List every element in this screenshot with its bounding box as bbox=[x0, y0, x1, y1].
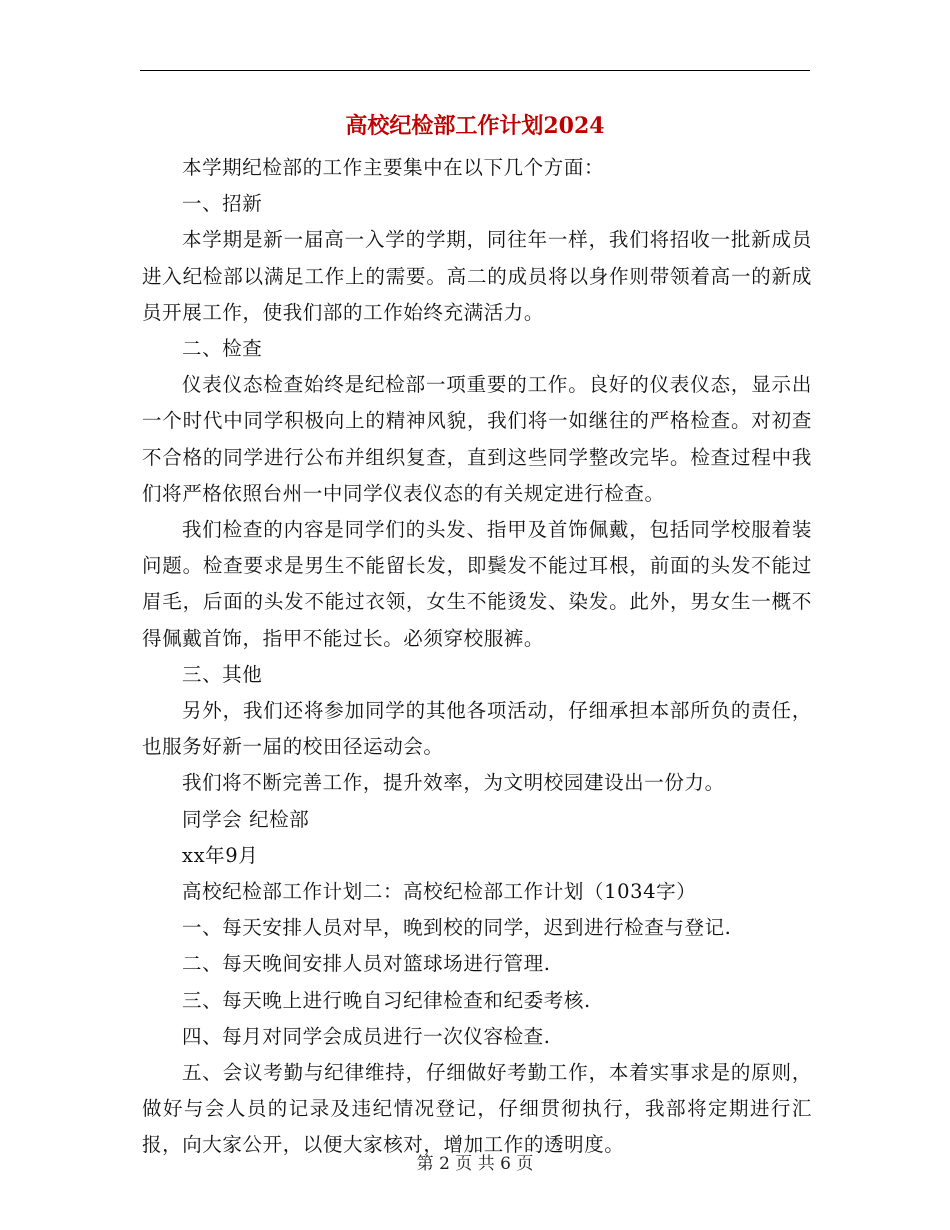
document-body bbox=[142, 150, 812, 1164]
document-title: 高校纪检部工作计划2024 bbox=[345, 113, 605, 139]
plan-item-4: 四、每月对同学会成员进行一次仪容检查. bbox=[181, 1024, 551, 1048]
plan-item-1: 一、每天安排人员对早，晚到校的同学，迟到进行检查与登记. bbox=[181, 916, 732, 940]
paragraph-other: 另外，我们还将参加同学的其他各项活动，仔细承担本部所负的责任，也服务好新一届的校田径运动会。 bbox=[142, 699, 812, 759]
plan-item-5: 五、会议考勤与纪律维持，仔细做好考勤工作，本着实事求是的原则，做好与会人员的记录及违纪情况登记，仔细贯彻执行，我部将定期进行汇报，向大家公开，以便大家核对，增加工作的透明度。 bbox=[142, 1061, 812, 1157]
plan-two-heading: 高校纪检部工作计划二：高校纪检部工作计划（1034字） bbox=[181, 880, 697, 904]
signature-date: xx年9月 bbox=[181, 843, 259, 867]
paragraph-inspection: 仪表仪态检查始终是纪检部一项重要的工作。良好的仪表仪态，显示出一个时代中同学积极向上的精神风貌，我们将一如继往的严格检查。对初查不合格的同学进行公布并组织复查，直到这些同学整改完毕。检查过程中我们将严格依照台州一中同学仪表仪态的有关规定进行检查。 bbox=[142, 373, 812, 505]
paragraph-intro: 本学期纪检部的工作主要集中在以下几个方面： bbox=[181, 156, 605, 179]
paragraph-recruit: 本学期是新一届高一入学的学期，同往年一样，我们将招收一批新成员进入纪检部以满足工作上的需要。高二的成员将以身作则带领着高一的新成员开展工作，使我们部的工作始终充满活力。 bbox=[142, 228, 812, 324]
plan-item-2: 二、每天晚间安排人员对篮球场进行管理. bbox=[181, 952, 551, 976]
plan-item-3: 三、每天晚上进行晚自习纪律检查和纪委考核. bbox=[181, 988, 591, 1012]
section-heading-inspection: 二、检查 bbox=[181, 337, 263, 361]
header-rule bbox=[140, 70, 810, 71]
page-number: 第 2 页 共 6 页 bbox=[416, 1154, 534, 1174]
signature-organization: 同学会 纪检部 bbox=[181, 807, 310, 831]
paragraph-closing: 我们将不断完善工作，提升效率，为文明校园建设出一份力。 bbox=[181, 771, 725, 795]
paragraph-inspection-content: 我们检查的内容是同学们的头发、指甲及首饰佩戴，包括同学校服着装问题。检查要求是男生不能留长发，即鬓发不能过耳根，前面的头发不能过眉毛，后面的头发不能过衣领，女生不能烫发、染发。此外，男女生一概不得佩戴首饰，指甲不能过长。必须穿校服裤。 bbox=[142, 518, 812, 650]
section-heading-other: 三、其他 bbox=[181, 662, 263, 686]
section-heading-recruit: 一、招新 bbox=[181, 192, 263, 216]
